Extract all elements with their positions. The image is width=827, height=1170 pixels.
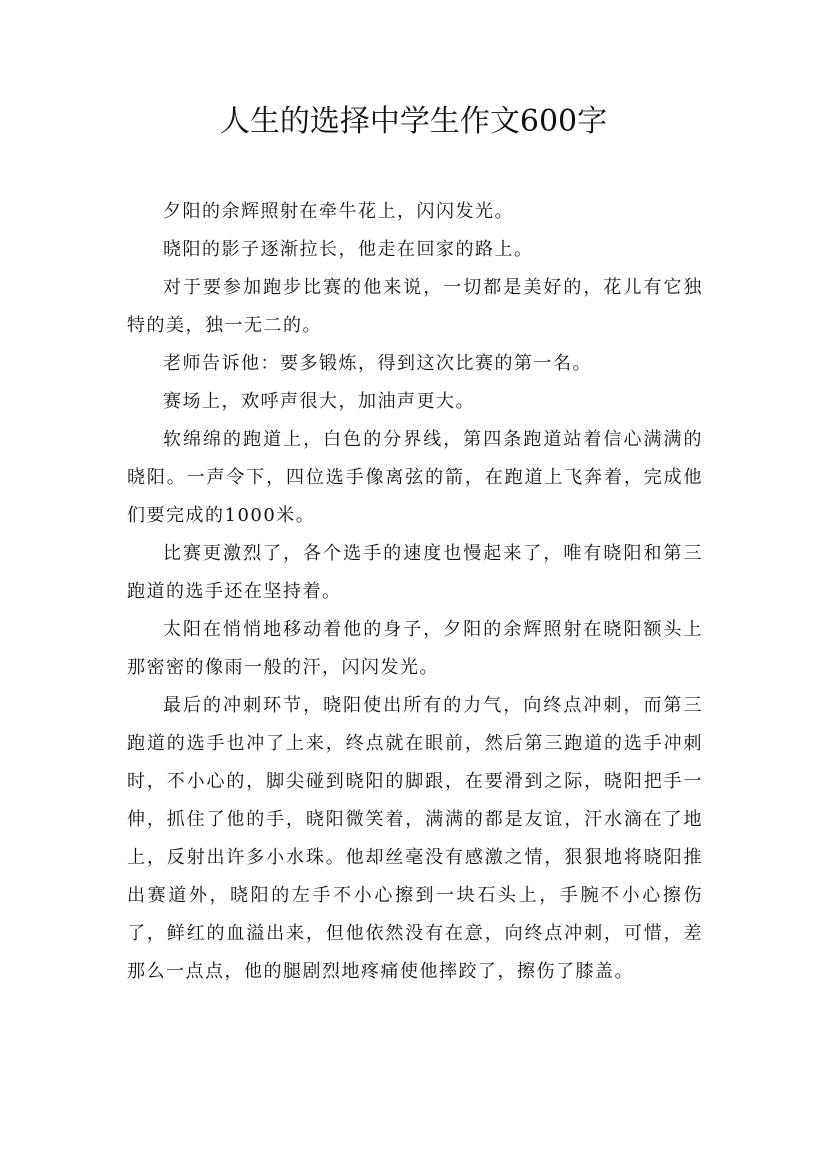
paragraph: 太阳在悄悄地移动着他的身子，夕阳的余辉照射在晓阳额头上那密密的像雨一般的汗，闪闪发光。 [127,619,703,678]
paragraph: 对于要参加跑步比赛的他来说，一切都是美好的，花儿有它独特的美，独一无二的。 [127,277,703,336]
paragraph: 赛场上，欢呼声很大，加油声更大。 [163,391,475,412]
paragraph: 软绵绵的跑道上，白色的分界线，第四条跑道站着信心满满的晓阳。一声令下，四位选手像离弦的箭，在跑道上飞奔着，完成他们要完成的1000米。 [127,429,703,526]
paragraph: 比赛更激烈了，各个选手的速度也慢起来了，唯有晓阳和第三跑道的选手还在坚持着。 [127,543,703,602]
document-title: 人生的选择中学生作文600字 [219,104,608,139]
paragraph: 最后的冲刺环节，晓阳使出所有的力气，向终点冲刺，而第三跑道的选手也冲了上来，终点就在眼前，然后第三跑道的选手冲刺时，不小心的，脚尖碰到晓阳的脚跟，在要滑到之际，晓阳把手一伸，抓住了他的手，晓阳微笑着，满满的都是友谊，汗水滴在了地上，反射出许多小水珠。他却丝毫没有感激之情，狠狠地将晓阳推出赛道外，晓阳的左手不小心擦到一块石头上，手腕不小心擦伤了，鲜红的血溢出来，但他依然没有在意，向终点冲刺，可惜，差那么一点点，他的腿剧烈地疼痛使他摔跤了，擦伤了膝盖。 [127,695,703,982]
paragraph: 老师告诉他：要多锻炼，得到这次比赛的第一名。 [163,353,592,374]
paragraph: 夕阳的余辉照射在牵牛花上，闪闪发光。 [163,201,514,222]
document-body [127,193,703,991]
paragraph: 晓阳的影子逐渐拉长，他走在回家的路上。 [163,239,534,260]
